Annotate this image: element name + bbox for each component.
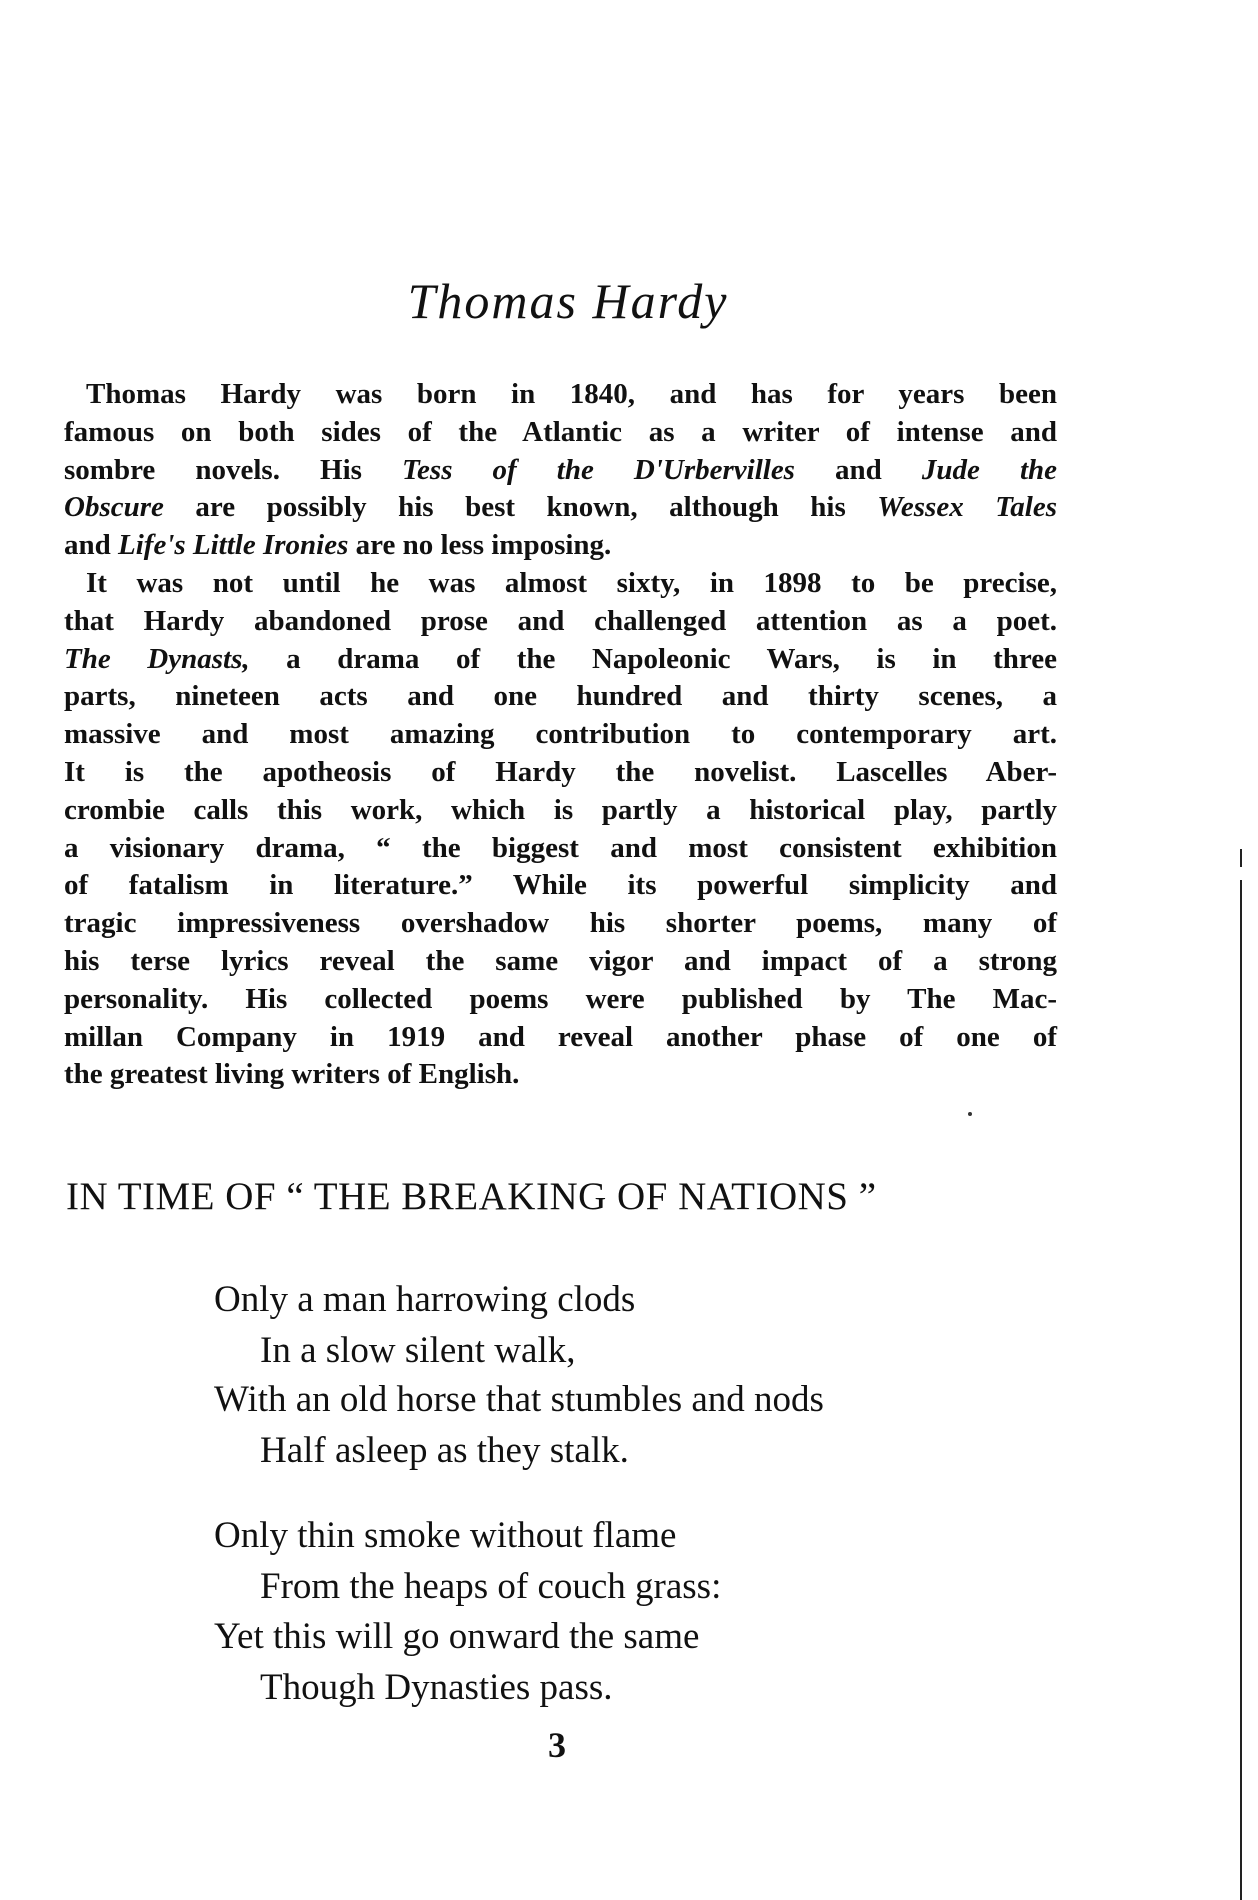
bio-line (64, 716, 1057, 754)
poem-line: Half asleep as they stalk. (260, 1430, 629, 1471)
italic-title-text: The Dynasts, (64, 642, 250, 675)
scan-speck (968, 1112, 972, 1116)
author-heading: Thomas Hardy (407, 273, 729, 329)
page-number: 3 (548, 1725, 566, 1765)
bio-text: sombre novels. His (64, 453, 402, 486)
bio-text: that Hardy abandoned prose and challenged attention as a poet. (64, 604, 1057, 637)
bio-text: the greatest living writers of English. (64, 1058, 520, 1091)
bio-line (64, 489, 1057, 527)
poem-line: Only thin smoke without flame (214, 1515, 677, 1556)
bio-text: massive and most amazing contribution to contemporary art. (64, 718, 1057, 751)
poem-line: Only a man harrowing clods (214, 1279, 636, 1320)
bio-line (64, 867, 1057, 905)
scan-edge-line (1240, 880, 1242, 1900)
poem-line: Yet this will go onward the same (214, 1616, 700, 1657)
bio-line (64, 943, 1057, 981)
poem-line: With an old horse that stumbles and nods (214, 1379, 824, 1420)
bio-line (64, 641, 1057, 679)
bio-line (64, 905, 1057, 943)
bio-line (64, 678, 1057, 716)
bio-text: crombie calls this work, which is partly a historical play, partly (64, 793, 1057, 826)
bio-text: a visionary drama, “ the biggest and most consistent exhibition (64, 831, 1057, 864)
italic-title-text: Wessex Tales (877, 491, 1057, 524)
bio-line (64, 603, 1057, 641)
italic-title-text: Obscure (64, 491, 164, 524)
bio-line (64, 754, 1057, 792)
italic-title-text: Life's Little Ironies (118, 529, 349, 562)
bio-text: are possibly his best known, although his (163, 491, 878, 524)
bio-line (64, 981, 1057, 1019)
bio-text: famous on both sides of the Atlantic as a writer of intense and (64, 415, 1057, 448)
bio-text: Thomas Hardy was born in 1840, and has for years been (86, 378, 1057, 410)
bio-line (64, 452, 1057, 490)
bio-line (64, 414, 1057, 452)
bio-text: are no less imposing. (348, 529, 612, 562)
bio-text: personality. His collected poems were published by The Mac- (64, 982, 1057, 1015)
bio-text: tragic impressiveness overshadow his shorter poems, many of (64, 907, 1057, 940)
bio-text: of fatalism in literature.” While its powerful simplicity and (64, 869, 1057, 902)
bio-line (64, 1056, 1057, 1094)
bio-text: a drama of the Napoleonic Wars, is in three (249, 642, 1057, 675)
bio-line (64, 565, 1057, 603)
bio-line (64, 527, 1057, 565)
bio-text: It is the apotheosis of Hardy the novelist. Lascelles Aber- (64, 755, 1057, 788)
italic-title-text: Jude the (921, 453, 1057, 486)
bio-text: It was not until he was almost sixty, in 1898 to be precise, (86, 566, 1057, 599)
poem-title: IN TIME OF “ THE BREAKING OF NATIONS ” (66, 1175, 877, 1218)
poem-line: From the heaps of couch grass: (260, 1566, 722, 1607)
poem-line: Though Dynasties pass. (260, 1667, 613, 1708)
bio-line (64, 830, 1057, 868)
bio-text: his terse lyrics reveal the same vigor and impact of a strong (64, 944, 1057, 977)
bio-text: parts, nineteen acts and one hundred and thirty scenes, a (64, 680, 1057, 713)
bio-text: and (794, 453, 922, 486)
author-biography (64, 376, 1057, 1094)
bio-text: millan Company in 1919 and reveal another phase of one of (64, 1020, 1057, 1053)
bio-line (64, 792, 1057, 830)
italic-title-text: Tess of the D'Urbervilles (401, 453, 795, 486)
bio-line (64, 376, 1057, 414)
scan-edge-mark (1240, 849, 1242, 867)
poem-line: In a slow silent walk, (260, 1330, 576, 1371)
bio-text: and (64, 529, 119, 562)
bio-line (64, 1019, 1057, 1057)
